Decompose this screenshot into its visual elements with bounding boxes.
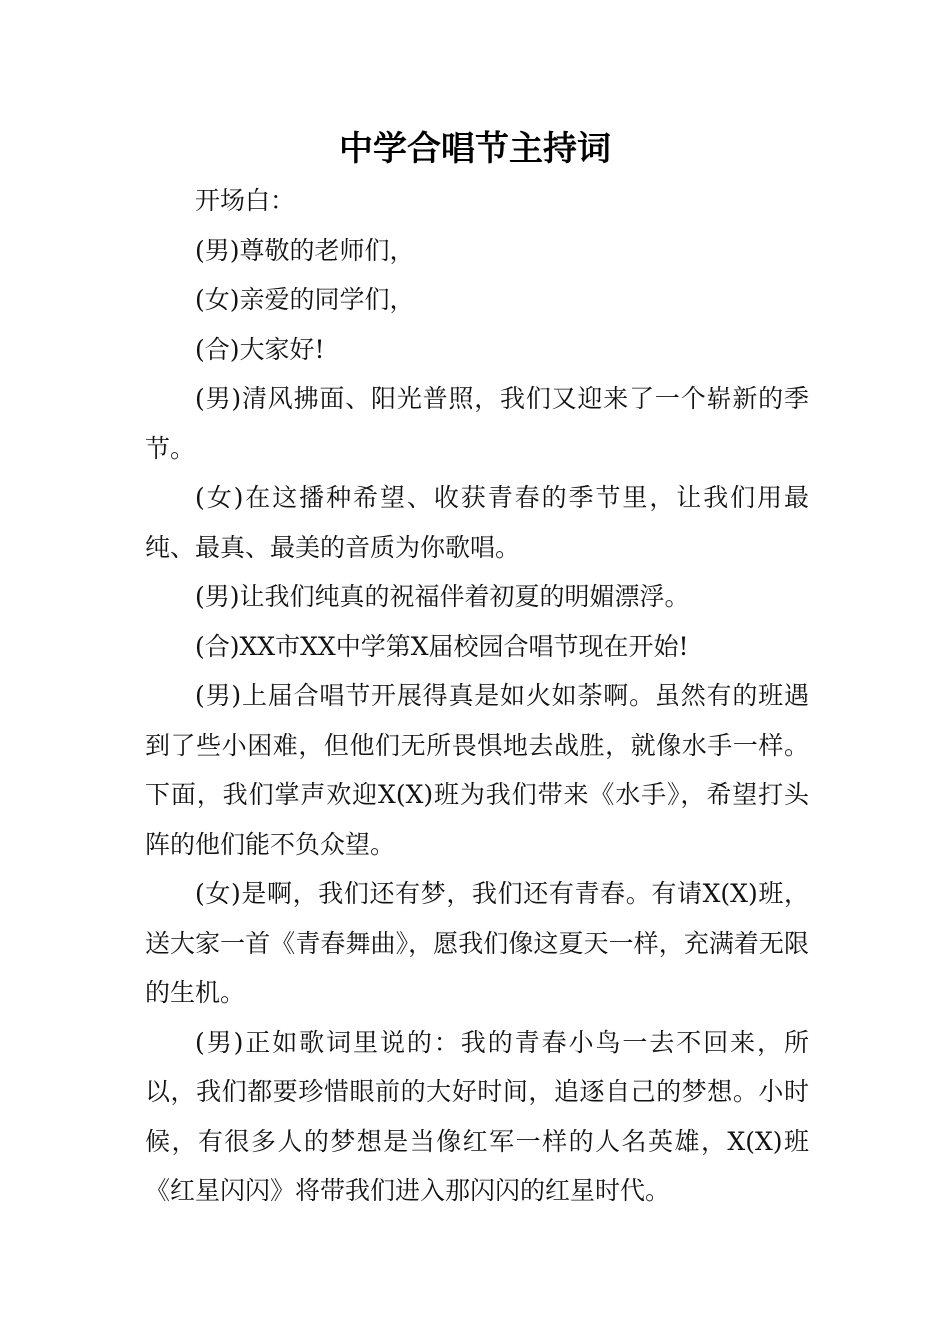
paragraph: (男)尊敬的老师们， (195, 235, 415, 265)
paragraph-opening: 开场白： (195, 186, 296, 215)
paragraph: (男)上届合唱节开展得真是如火如荼啊。虽然有的班遇到了些小困难，但他们无所畏惧地去战胜，就像水手一样。下面，我们掌声欢迎X(X)班为我们带来《水手》，希望打头阵的他们能不负众望。 (145, 681, 809, 859)
paragraph: (女)是啊，我们还有梦，我们还有青春。有请X(X)班，送大家一首《青春舞曲》，愿我们像这夏天一样，充满着无限的生机。 (145, 879, 809, 1007)
paragraph: (男)正如歌词里说的：我的青春小鸟一去不回来，所以，我们都要珍惜眼前的大好时间，追逐自己的梦想。小时候，有很多人的梦想是当像红军一样的人名英雄，X(X)班《红星闪闪》将带我们进入那闪闪的红星时代。 (145, 1027, 809, 1205)
paragraph: (男)清风拂面、阳光普照，我们又迎来了一个崭新的季节。 (145, 384, 809, 463)
paragraph: (女)亲爱的同学们， (195, 285, 415, 314)
document-body (145, 176, 809, 1216)
paragraph: (男)让我们纯真的祝福伴着初夏的明媚漂浮。 (195, 582, 690, 611)
paragraph: (合)大家好! (195, 334, 325, 364)
paragraph: (女)在这播种希望、收获青春的季节里，让我们用最纯、最真、最美的音质为你歌唱。 (145, 483, 809, 562)
paragraph: (合)XX市XX中学第X届校园合唱节现在开始! (195, 631, 689, 661)
document-title: 中学合唱节主持词 (339, 129, 611, 169)
